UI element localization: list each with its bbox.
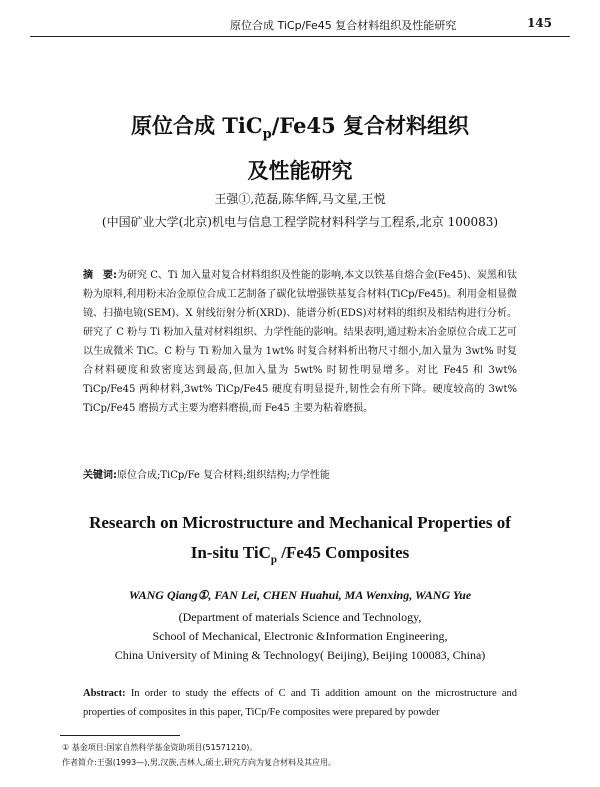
running-title: 原位合成 TiCp/Fe45 复合材料组织及性能研究 [230,19,457,32]
english-title [0,508,600,574]
chinese-abstract [83,266,517,418]
chinese-keywords [83,466,517,485]
running-header [30,14,570,37]
english-title-part-a: In-situ TiC [190,543,271,562]
english-affiliation-line-1: (Department of materials Science and Technology, [178,610,422,624]
chinese-abstract-label: 摘 要: [83,270,118,281]
english-affiliation-line-2: School of Mechanical, Electronic &Information Engineering, [152,629,448,643]
footnote-divider [60,735,180,736]
english-affiliation-line-3: China University of Mining & Technology( Beijing), Beijing 100083, China) [114,648,486,662]
footnote-author: 作者简介:王强(1993—),男,汉族,吉林人,硕士,研究方向为复合材料及其应用。 [62,758,337,767]
chinese-abstract-text: 为研究 C、Ti 加入量对复合材料组织及性能的影响,本文以铁基自熔合金(Fe45)、炭黑和钛粉为原料,利用粉末冶金原位合成工艺制备了碳化钛增强铁基复合材料(TiCp/Fe45)。利用金相显微镜、扫描电镜(SEM)、X 射线衍射分析(XRD)、能谱分析(EDS)对材料的组织及相结构进行分析。研究了 C 粉与 Ti 粉加入量对材料组织、力学性能的影响。结果表明,通过粉末冶金原位合成工艺可以生成微米 TiC。C 粉与 Ti 粉加入量为 1wt% 时复合材料析出物尺寸细小,加入量为 3wt% 时复合材料硬度和致密度达到最高,但加入量为 5wt% 时韧性明显增多。对比 Fe45 和 3wt% TiCp/Fe45 两种材料,3wt% TiCp/Fe45 硬度有明显提升,韧性会有所下降。硬度较高的 3wt% TiCp/Fe45 磨损方式主要为磨料磨损,而 Fe45 主要为粘着磨损。 [83,270,517,414]
chinese-title-line-1 [0,108,600,153]
english-title-line-2 [0,538,600,574]
chinese-authors: 王强①,范磊,陈华辉,马文星,王悦 [214,192,386,206]
footnotes [62,740,560,770]
chinese-title [0,108,600,189]
english-affiliation [0,608,600,665]
chinese-keywords-text: 原位合成;TiCp/Fe 复合材料;组织结构;力学性能 [117,470,330,481]
chinese-keywords-label: 关键词: [83,470,117,481]
chinese-title-line-2: 及性能研究 [247,158,353,184]
english-abstract-text: In order to study the effects of C and Ti addition amount on the microstructure and properties of composites in this paper, TiCp/Fe composites were prepared by powder [83,688,517,718]
chinese-title-part-b: /Fe45 复合材料组织 [271,113,470,138]
english-authors: WANG Qiang①, FAN Lei, CHEN Huahui, MA Wenxing, WANG Yue [128,588,472,602]
english-abstract-label: Abstract: [83,688,126,699]
chinese-title-part-a: 原位合成 TiC [130,113,263,138]
footnote-fund: ① 基金项目:国家自然科学基金资助项目(51571210)。 [62,743,258,752]
chinese-title-subscript: p [262,127,272,143]
english-title-line-1: Research on Microstructure and Mechanical Properties of [89,513,511,532]
english-title-part-b: /Fe45 Composites [277,543,410,562]
page-number: 145 [526,16,552,30]
english-title-subscript: p [270,553,278,566]
chinese-affiliation: (中国矿业大学(北京)机电与信息工程学院材料科学与工程系,北京 100083) [101,215,499,229]
english-abstract [83,684,517,722]
